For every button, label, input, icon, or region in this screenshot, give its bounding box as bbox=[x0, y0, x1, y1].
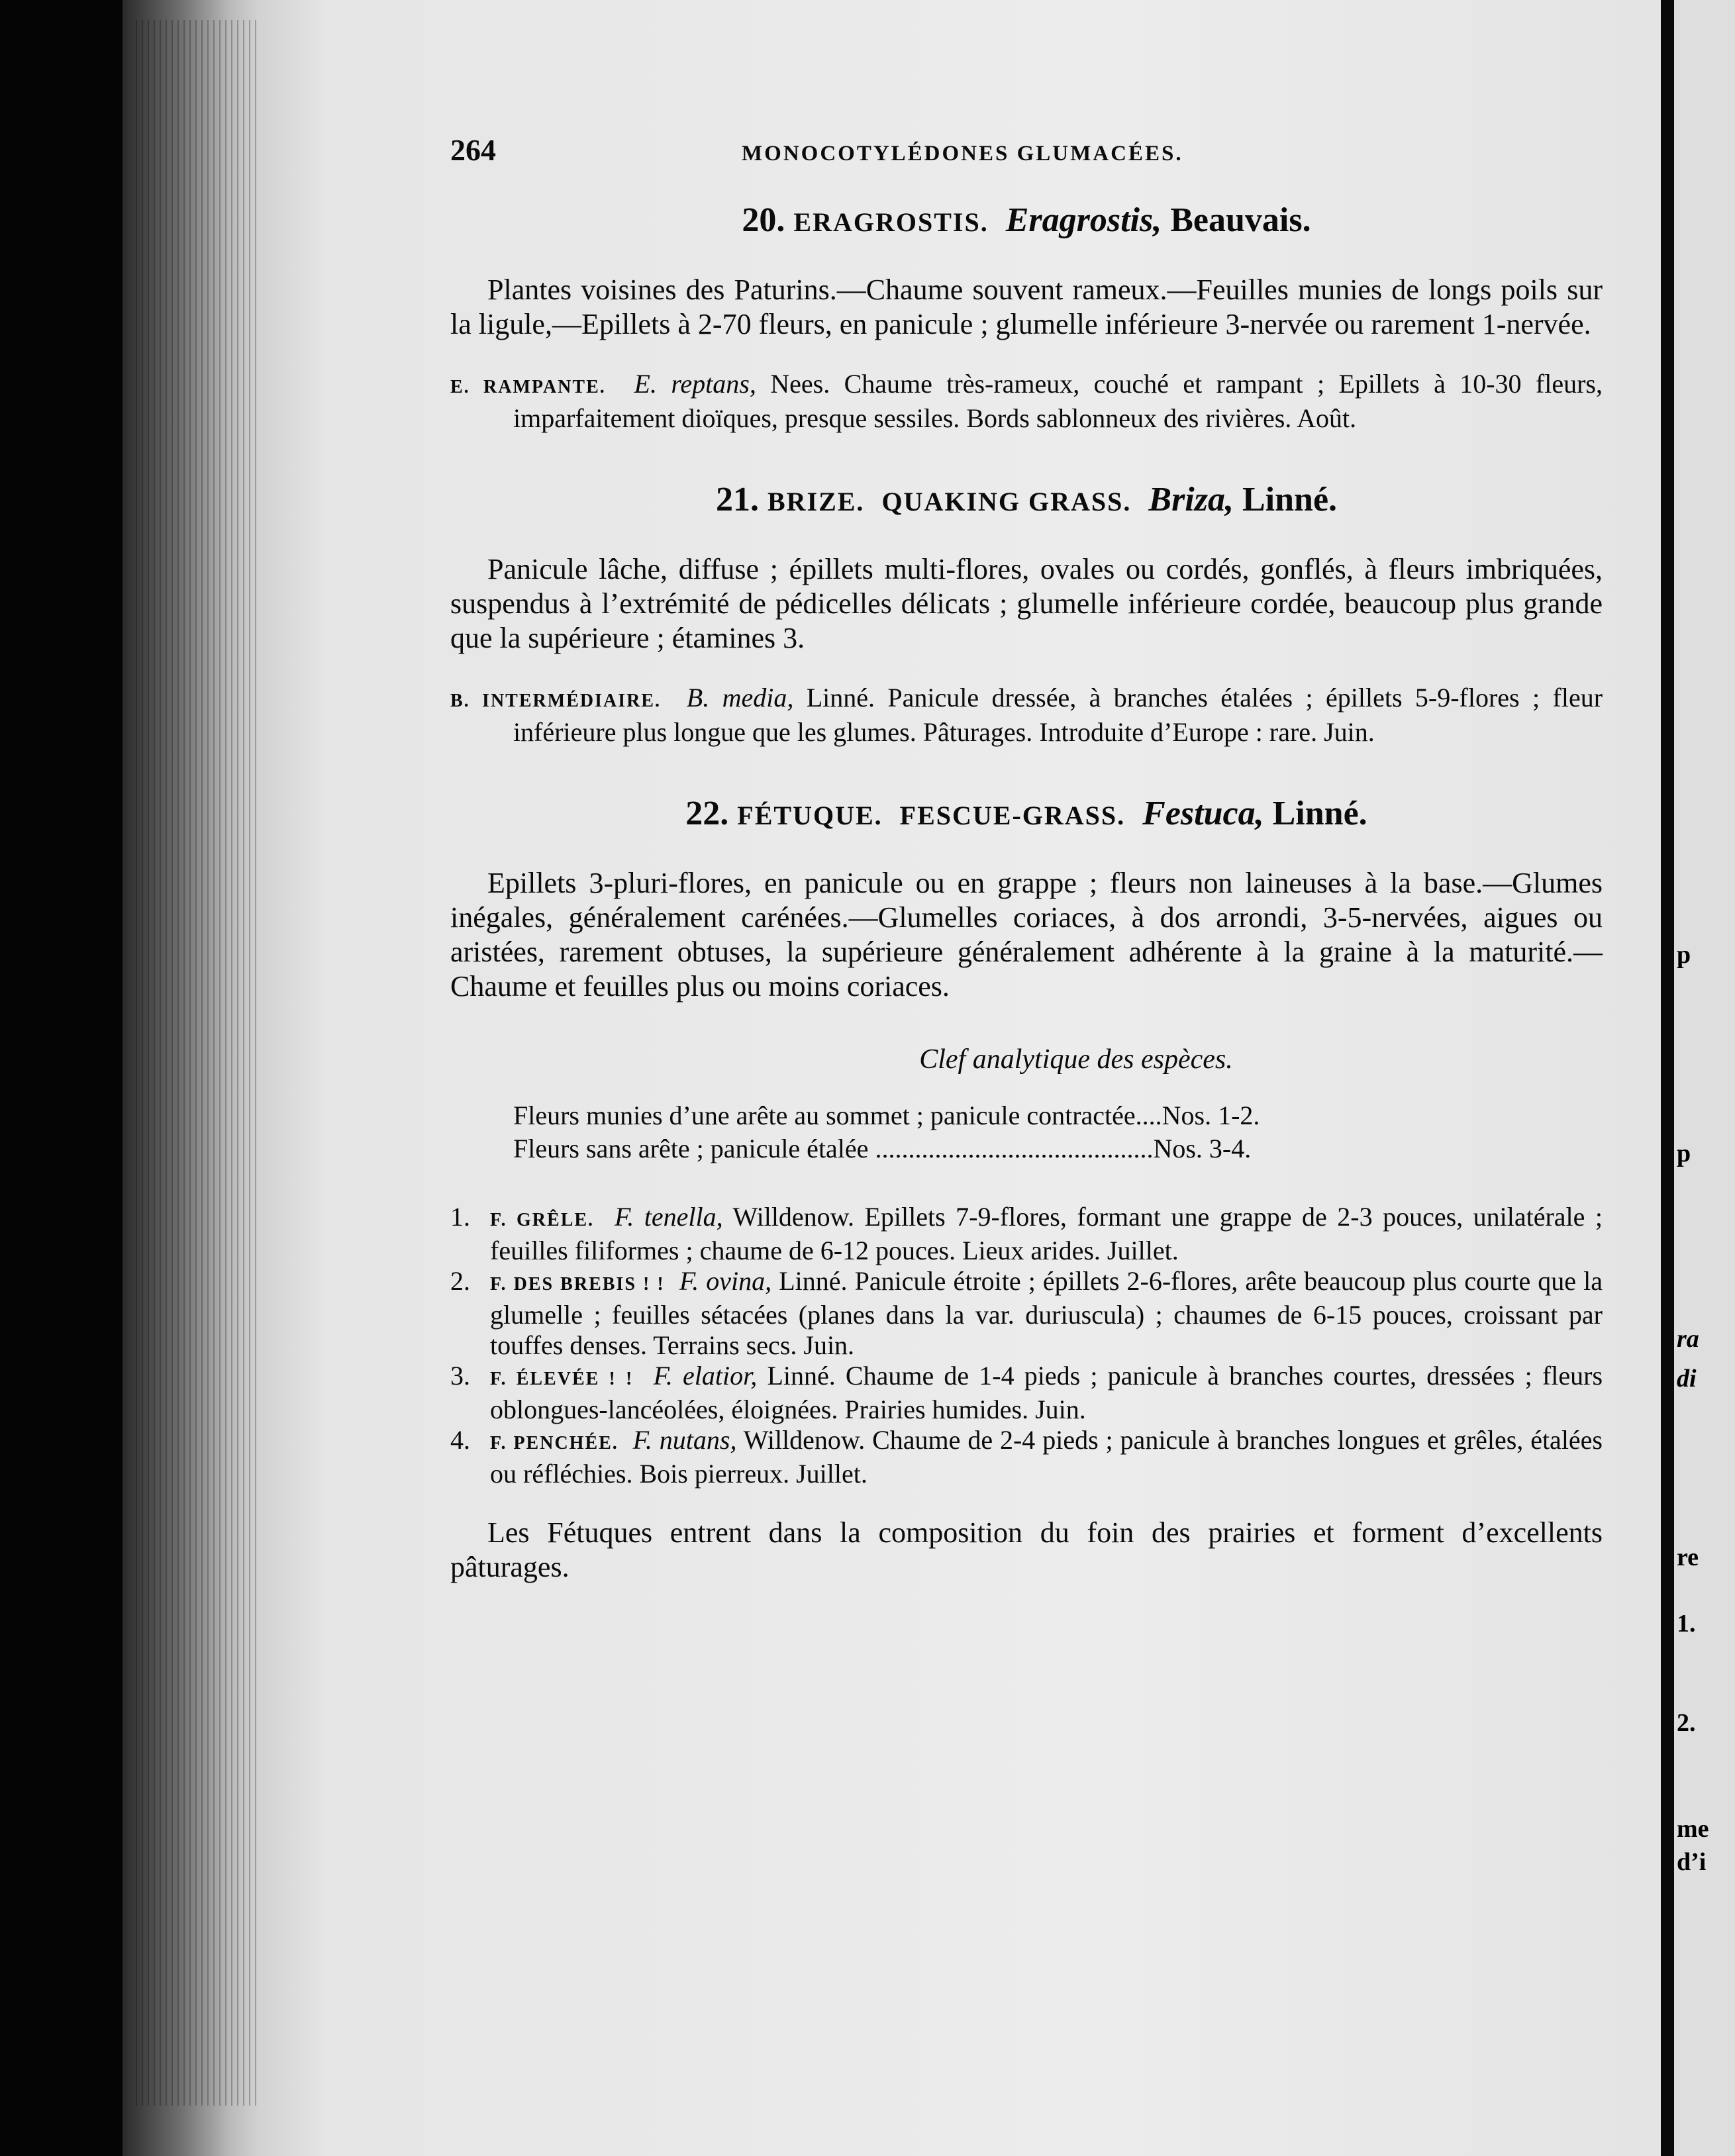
species-item: 4. F. PENCHÉE. F. nutans, Willdenow. Chaume de 2-4 pieds ; panicule à branches longues et grêles, étalées ou réfléchies. Bois pierreux. Juillet. bbox=[450, 1425, 1603, 1489]
species-entry: B. INTERMÉDIAIRE. B. media, Linné. Panicule dressée, à branches étalées ; épillets 5-9-flores ; fleur inférieure plus longue que les glumes. Pâturages. Introduite d’Europe : rare. Juin. bbox=[450, 683, 1603, 747]
species-item: 3. F. ÉLEVÉE ! ! F. elatior, Linné. Chaume de 1-4 pieds ; panicule à branches courtes, dressées ; fleurs oblongues-lancéolées, éloignées. Prairies humides. Juin. bbox=[450, 1361, 1603, 1424]
page-number: 264 bbox=[450, 133, 496, 167]
key-line: Fleurs munies d’une arête au sommet ; panicule contractée .... Nos. 1-2. bbox=[513, 1101, 1260, 1130]
species-item: 1. F. GRÊLE. F. tenella, Willdenow. Epillets 7-9-flores, formant une grappe de 2-3 pouces, unilatérale ; feuilles filiformes ; chaume de 6-12 pouces. Lieux arides. Juillet. bbox=[450, 1202, 1603, 1265]
book-page bbox=[258, 0, 1661, 2156]
genus-heading-briza: 21. BRIZE. QUAKING GRASS. Briza, Linné. bbox=[715, 481, 1338, 518]
species-entry: E. RAMPANTE. E. reptans, Nees. Chaume très-rameux, couché et rampant ; Epillets à 10-30 fleurs, imparfaitement dioïques, presque sessiles. Bords sablonneux des rivières. Août. bbox=[450, 369, 1603, 433]
page-edges bbox=[136, 20, 258, 2106]
key-title: Clef analytique des espèces. bbox=[919, 1044, 1233, 1075]
genus-description: Panicule lâche, diffuse ; épillets multi-flores, ovales ou cordés, gonflés, à fleurs imbriquées, suspendus à l’extrémité de pédicelles délicats ; glumelle inférieure cordée, beaucoup plus grande que la supérieure ; étamines 3. bbox=[450, 553, 1603, 654]
page-content bbox=[450, 132, 1603, 1611]
species-list bbox=[450, 1202, 1603, 1489]
closing-paragraph: Les Fétuques entrent dans la composition du foin des prairies et forment d’excellents pâturages. bbox=[450, 1516, 1603, 1583]
genus-description: Epillets 3-pluri-flores, en panicule ou en grappe ; fleurs non laineuses à la base.—Glumes inégales, généralement carénées.—Glumelles coriaces, à dos arrondi, 3-5-nervées, aigues ou aristées, rarement obtuses, la supérieure généralement adhérente à la graine à la maturité.—Chaume et feuilles plus ou moins coriaces. bbox=[450, 867, 1603, 1003]
running-title: MONOCOTYLÉDONES GLUMACÉES. bbox=[742, 142, 1183, 166]
genus-heading-festuca: 22. FÉTUQUE. FESCUE-GRASS. Festuca, Linné. bbox=[685, 795, 1367, 832]
key-line: Fleurs sans arête ; panicule étalée .......................................... Nos. 3-4. bbox=[513, 1134, 1252, 1163]
species-item: 2. F. DES BREBIS ! ! F. ovina, Linné. Panicule étroite ; épillets 2-6-flores, arête beaucoup plus courte que la glumelle ; feuilles sétacées (planes dans la var. duriuscula) ; chaumes de 6-15 pouces, croissant par touffes denses. Terrains secs. Juin. bbox=[450, 1266, 1603, 1360]
running-header bbox=[450, 132, 1603, 168]
genus-heading-eragrostis: 20. ERAGROSTIS. Eragrostis, Beauvais. bbox=[742, 201, 1311, 239]
adjacent-page-fragment: p p ra di re 1. 2. me d’i bbox=[1674, 0, 1735, 2156]
page-gutter bbox=[1661, 0, 1674, 2156]
genus-description: Plantes voisines des Paturins.—Chaume souvent rameux.—Feuilles munies de longs poils sur la ligule,—Epillets à 2-70 fleurs, en panicule ; glumelle inférieure 3-nervée ou rarement 1-nervée. bbox=[450, 273, 1603, 340]
